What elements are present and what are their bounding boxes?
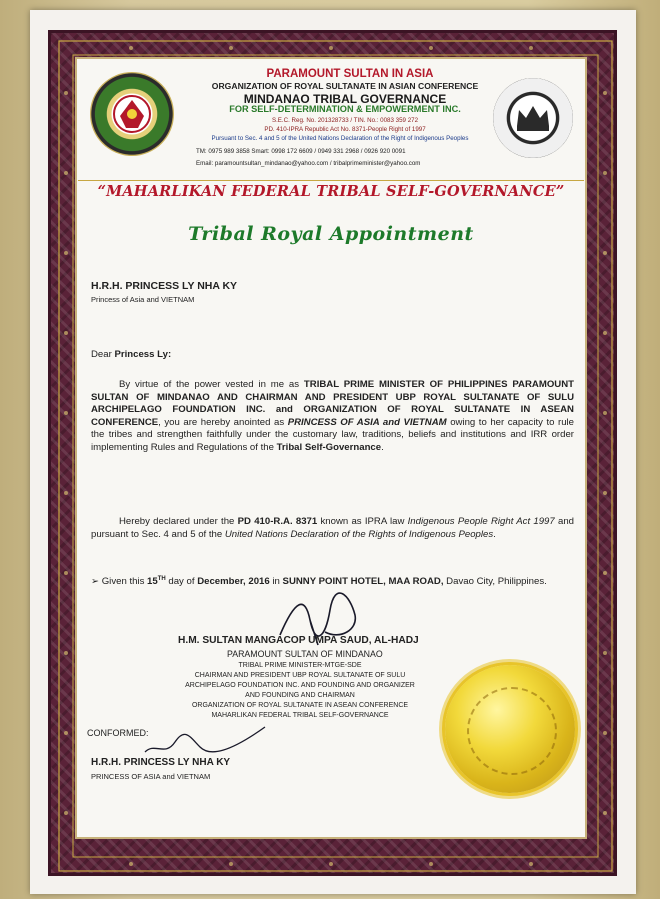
recipient-name: H.R.H. PRINCESS LY NHA KY [91, 280, 238, 292]
conformed-name: H.R.H. PRINCESS LY NHA KY [91, 757, 231, 768]
signatory-line-5: ORGANIZATION OF ROYAL SULTANATE IN ASEAN CONFERENCE [191, 702, 409, 709]
pursuant-line: Pursuant to Sec. 4 and 5 of the United Nations Declaration of the Right of Indigenous Peoples [211, 135, 469, 142]
declaration-paragraph [91, 516, 574, 541]
org-line-3: MINDANAO TRIBAL GOVERNANCE [243, 92, 447, 106]
signatory-line-6: MAHARLIKAN FEDERAL TRIBAL SELF-GOVERNANCE [211, 712, 389, 719]
signatory-line-1: TRIBAL PRIME MINISTER-MTGE-SDE [238, 662, 362, 669]
given-month-year: December, 2016 [197, 576, 270, 588]
given-text-1: Given this [101, 576, 148, 588]
org-line-1: PARAMOUNT SULTAN IN ASIA [266, 68, 434, 80]
signatory-title: PARAMOUNT SULTAN OF MINDANAO [227, 649, 383, 659]
given-day: 15 [147, 576, 158, 588]
bullet-arrow-icon: ➢ [91, 576, 100, 588]
para1-text-1: By virtue of the power vested in me as [119, 379, 304, 390]
recipient-title: Princess of Asia and VIETNAM [91, 295, 195, 304]
salutation-name: Princess Ly: [114, 349, 172, 360]
para2-ipra: Indigenous People Right Act 1997 [407, 516, 555, 527]
para2-text-2: known as IPRA law [317, 516, 408, 527]
seal-ring [467, 687, 557, 775]
salutation-prefix: Dear [91, 349, 112, 360]
contact-numbers: TM: 0975 989 3858 Smart: 0998 172 6609 / 0949 331 2968 / 0926 920 0091 [196, 148, 406, 155]
para2-text-3: and pursuant to Sec. 4 and 5 of the [91, 516, 574, 540]
conformed-title-rest: and VIETNAM [160, 772, 211, 781]
appointment-title: Tribal Royal Appointment [188, 223, 474, 245]
given-text-2: day of [165, 576, 198, 588]
signatory-line-4: AND FOUNDING AND CHAIRMAN [245, 692, 355, 699]
signatory-line-3: ARCHIPELAGO FOUNDATION INC. AND FOUNDING AND ORGANIZER [185, 682, 415, 689]
contact-email: Email: paramountsultan_mindanao@yahoo.com / tribalprimeminister@yahoo.com [196, 160, 421, 167]
gold-seal [445, 665, 575, 793]
tribal-governance-logo [90, 72, 174, 156]
given-venue: SUNNY POINT HOTEL, MAA ROAD, [282, 576, 444, 588]
para2-end: . [493, 528, 496, 540]
org-line-2: ORGANIZATION OF ROYAL SULTANATE IN ASIAN CONFERENCE [211, 81, 479, 91]
crest-icon [90, 72, 174, 156]
given-line [91, 573, 574, 589]
registration-line: S.E.C. Reg. No. 201328733 / TIN. No.: 0083 359 272 [271, 117, 419, 124]
salutation [91, 349, 171, 360]
given-city: Davao City, Philippines. [443, 576, 547, 588]
conformed-signature-mark [140, 722, 270, 762]
org-line-4: FOR SELF-DETERMINATION & EMPOWERMENT INC. [229, 104, 461, 114]
para1-appointed-title: PRINCESS OF ASIA and VIETNAM [287, 416, 447, 428]
para1-self-governance: Tribal Self-Governance [276, 441, 382, 453]
header-divider-gold [78, 180, 584, 181]
signatory-line-2: CHAIRMAN AND PRESIDENT UBP ROYAL SULTANATE OF SULU [194, 672, 406, 679]
pd-line: PD. 410-IPRA Republic Act No. 8371-People Right of 1997 [264, 126, 426, 133]
motto: “MAHARLIKAN FEDERAL TRIBAL SELF-GOVERNANCE” [97, 183, 565, 200]
conformed-title [91, 772, 210, 781]
para1-text-3: owing to her capacity to rule the tribes and strengthen faithfully under the customary law, traditions, beliefs and institutions and IRR order implementing Rules and Regulations of the [91, 416, 575, 453]
para2-undrip: United Nations Declaration of the Rights of Indigenous Peoples [224, 528, 494, 540]
signatory-name: H.M. SULTAN MANGACOP UMPA SAUD, AL-HADJ [178, 635, 419, 646]
given-day-suffix: TH [157, 576, 166, 582]
para1-text-2: , you are hereby anointed as [158, 416, 288, 428]
para2-text-1: Hereby declared under the [119, 516, 238, 527]
appointment-paragraph [91, 379, 574, 455]
conformed-title-caps: PRINCESS OF ASIA [91, 772, 161, 781]
given-text-3: in [269, 576, 283, 588]
conformed-label: CONFORMED: [87, 728, 149, 738]
para2-law-ref: PD 410-R.A. 8371 [237, 516, 318, 527]
para1-end: . [381, 441, 384, 453]
para1-office-titles: TRIBAL PRIME MINISTER OF PHILIPPINES PARAMOUNT SULTAN OF MINDANAO AND CHAIRMAN AND PRESIDENT UBP ROYAL SULTANATE OF SULU ARCHIPELAGO FOUNDATION INC. and ORGANIZATION OF ROYAL SULTANATE IN ASEAN CONFERENCE [91, 379, 575, 428]
